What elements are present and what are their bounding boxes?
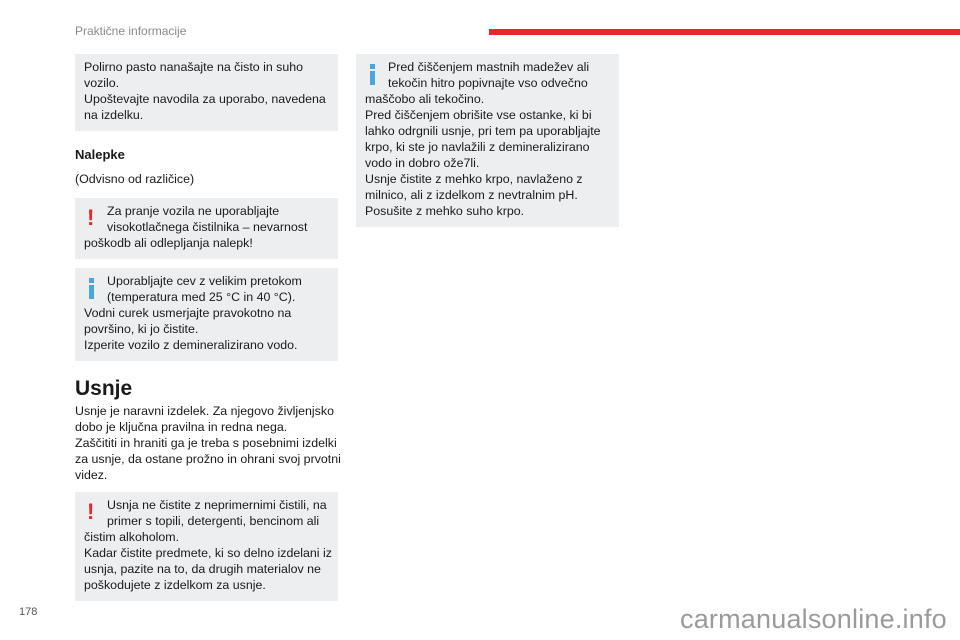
text-line: na izdelku.	[84, 108, 144, 122]
text-line: Usnje čistite z mehko krpo, navlaženo z	[365, 172, 583, 186]
text-line: vozilo.	[84, 76, 120, 90]
section-title: Praktične informacije	[75, 24, 187, 38]
text-line: milnico, ali z izdelkom z nevtralnim pH.	[365, 188, 578, 202]
text-line: čistim alkoholom.	[84, 530, 180, 544]
leather-heading: Usnje	[75, 377, 133, 400]
text-line: Za pranje vozila ne uporabljajte	[107, 204, 280, 218]
text-line: Zaščititi in hraniti ga je treba s posebnimi izdelki	[75, 436, 337, 450]
text-line: Usnja ne čistite z neprimernimi čistili, na	[107, 498, 327, 512]
stickers-note: (Odvisno od različice)	[75, 172, 195, 186]
text-line: vodo in dobro ože7li.	[365, 156, 480, 170]
middle-column	[356, 54, 619, 227]
text-line: površino, ki jo čistite.	[84, 322, 199, 336]
text-line: Uporabljajte cev z velikim pretokom	[107, 274, 302, 288]
leather-paragraph	[75, 403, 341, 483]
text-line: (temperatura med 25 °C in 40 °C).	[107, 290, 296, 304]
header-accent-bar	[489, 29, 960, 35]
text-line: Izperite vozilo z demineralizirano vodo.	[84, 338, 298, 352]
text-line: Polirno pasto nanašajte na čisto in suho	[84, 60, 304, 74]
text-line: poškodb ali odlepljanja nalepk!	[84, 236, 253, 250]
text-line: videz.	[75, 468, 108, 482]
info-icon	[370, 64, 375, 86]
text-line: Pred čiščenjem obrišite vse ostanke, ki bi	[365, 108, 592, 122]
text-line: usnja, pazite na to, da drugih materialov ne	[84, 562, 321, 576]
page-number: 178	[19, 606, 38, 618]
info-box-washing	[75, 268, 338, 361]
text-line: poškodujete z izdelkom za usnje.	[84, 578, 266, 592]
text-line: dobo je ključna pravilna in redna nega.	[75, 420, 288, 434]
info-icon	[89, 278, 94, 300]
polish-note-box	[75, 54, 338, 131]
warning-exclamation-icon: !	[87, 499, 95, 524]
stickers-heading: Nalepke	[75, 147, 125, 162]
text-line: Usnje je naravni izdelek. Za njegovo življenjsko	[75, 404, 334, 418]
text-line: tekočin hitro popivnajte vso odvečno	[388, 76, 588, 90]
text-line: maščobo ali tekočino.	[365, 92, 485, 106]
text-line: Kadar čistite predmete, ki so delno izdelani iz	[84, 546, 332, 560]
left-column	[75, 54, 341, 601]
text-line: za usnje, da ostane prožno in ohrani svoj prvotni	[75, 452, 341, 466]
text-line: primer s topili, detergenti, bencinom ali	[107, 514, 320, 528]
watermark: carmanualsonline.info	[680, 604, 947, 634]
text-line: Upoštevajte navodila za uporabo, navedena	[84, 92, 326, 106]
warning-box-stickers	[75, 198, 338, 259]
text-line: visokotlačnega čistilnika – nevarnost	[107, 220, 308, 234]
info-box-leather-cleaning	[356, 54, 619, 227]
text-line: Pred čiščenjem mastnih madežev ali	[388, 60, 590, 74]
warning-box-leather	[75, 492, 338, 601]
text-line: Posušite z mehko suho krpo.	[365, 204, 525, 218]
text-line: lahko odrgnili usnje, pri tem pa uporabljajte	[365, 124, 601, 138]
warning-exclamation-icon: !	[87, 205, 95, 230]
text-line: krpo, ki ste jo navlažili z demineralizirano	[365, 140, 590, 154]
text-line: Vodni curek usmerjajte pravokotno na	[84, 306, 292, 320]
